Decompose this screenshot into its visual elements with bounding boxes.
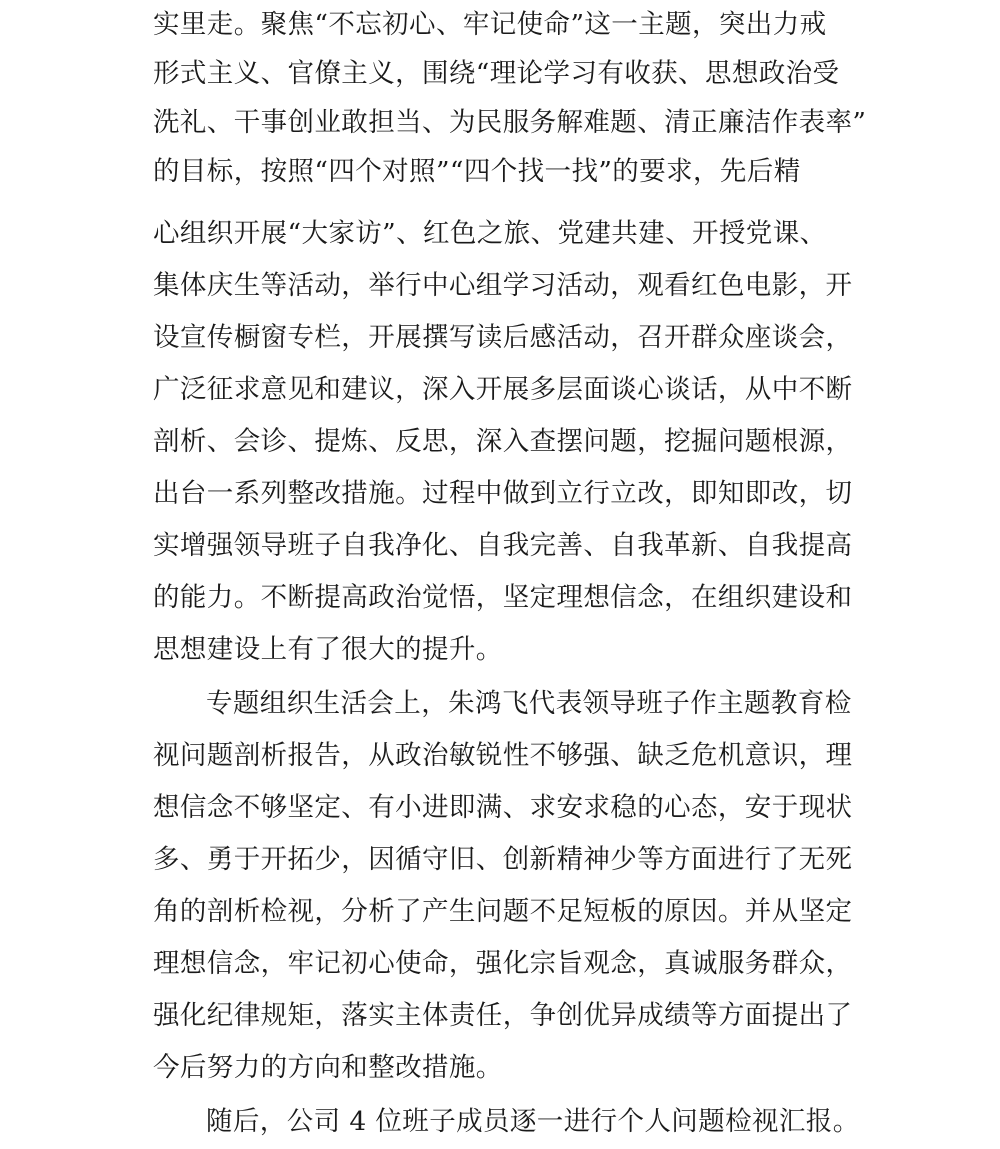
- text-line: 广泛征求意见和建议，深入开展多层面谈心谈话，从中不断: [153, 374, 853, 405]
- text-line: 实增强领导班子自我净化、自我完善、自我革新、自我提高: [153, 530, 853, 561]
- text-line: 集体庆生等活动，举行中心组学习活动，观看红色电影，开: [153, 270, 853, 301]
- text-line: 视问题剖析报告，从政治敏锐性不够强、缺乏危机意识，理: [153, 740, 853, 771]
- text-line: 强化纪律规矩，落实主体责任，争创优异成绩等方面提出了: [153, 1000, 853, 1031]
- text-line: 想信念不够坚定、有小进即满、求安求稳的心态，安于现状: [153, 792, 853, 823]
- text-line: 剖析、会诊、提炼、反思，深入查摆问题，挖掘问题根源，: [153, 426, 853, 457]
- paragraph-start-line: 专题组织生活会上，朱鸿飞代表领导班子作主题教育检: [206, 688, 852, 719]
- text-line: 洗礼、干事创业敢担当、为民服务解难题、清正廉洁作表率”: [153, 107, 867, 138]
- text-line: 形式主义、官僚主义，围绕“理论学习有收获、思想政治受: [153, 58, 840, 89]
- text-line: 心组织开展“大家访”、红色之旅、党建共建、开授党课、: [153, 218, 827, 249]
- text-line: 角的剖析检视，分析了产生问题不足短板的原因。并从坚定: [153, 896, 853, 927]
- text-line: 实里走。聚焦“不忘初心、牢记使命”这一主题，突出力戒: [153, 9, 827, 40]
- text-line: 设宣传橱窗专栏，开展撰写读后感活动，召开群众座谈会，: [153, 322, 853, 353]
- text-line: 的能力。不断提高政治觉悟，坚定理想信念，在组织建设和: [153, 582, 853, 613]
- text-line: 的目标，按照“四个对照”“四个找一找”的要求，先后精: [153, 156, 801, 187]
- text-line: 多、勇于开拓少，因循守旧、创新精神少等方面进行了无死: [153, 844, 853, 875]
- text-line: 理想信念，牢记初心使命，强化宗旨观念，真诚服务群众，: [153, 948, 853, 979]
- paragraph-start-line: 随后，公司 4 位班子成员逐一进行个人问题检视汇报。: [206, 1106, 860, 1137]
- text-line: 出台一系列整改措施。过程中做到立行立改，即知即改，切: [153, 478, 853, 509]
- text-line: 今后努力的方向和整改措施。: [153, 1052, 503, 1083]
- text-line: 思想建设上有了很大的提升。: [153, 634, 503, 665]
